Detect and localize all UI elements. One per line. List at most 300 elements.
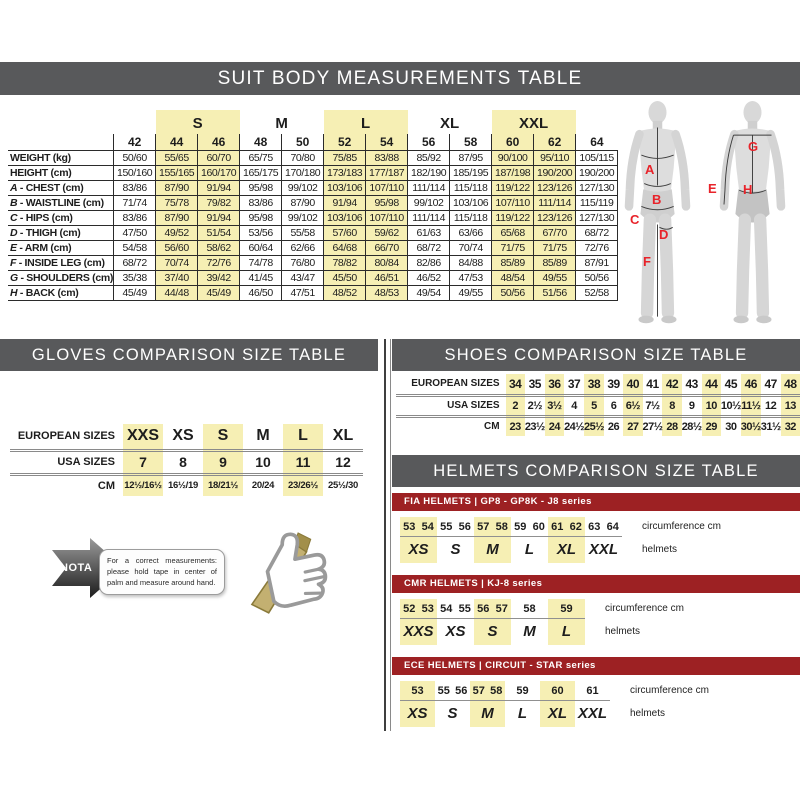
thumbs-up-icon bbox=[233, 512, 338, 617]
suit-column-header: 44 bbox=[156, 134, 198, 150]
shoes-cell: 34 bbox=[506, 374, 525, 395]
suit-value-cell: 70/74 bbox=[450, 240, 492, 255]
helmet-size-letter: XXL bbox=[588, 541, 619, 558]
suit-value-cell: 82/86 bbox=[408, 255, 450, 270]
shoes-cell: 6½ bbox=[623, 395, 642, 416]
suit-row-label: G - SHOULDERS (cm) bbox=[10, 271, 114, 284]
suit-value-cell: 46/51 bbox=[366, 270, 408, 285]
helmet-size-letter: XS bbox=[445, 623, 466, 640]
helmet-size-table bbox=[400, 599, 800, 645]
suit-value-cell: 150/160 bbox=[114, 165, 156, 180]
shoes-row-label: EUROPEAN SIZES bbox=[396, 374, 506, 395]
suit-row-label: D - THIGH (cm) bbox=[8, 225, 114, 240]
suit-value-cell: 165/175 bbox=[240, 165, 282, 180]
suit-value-cell: 70/74 bbox=[156, 255, 198, 270]
shoes-cell: 28 bbox=[662, 416, 681, 436]
helmet-circumference-values bbox=[575, 681, 610, 701]
helmet-size-letter: L bbox=[517, 705, 528, 722]
helmet-size-letter: M bbox=[486, 541, 499, 558]
helmet-size-letter: XL bbox=[556, 541, 577, 558]
shoes-cell: 24 bbox=[545, 416, 564, 436]
suit-value-cell: 49/54 bbox=[408, 285, 450, 300]
suit-size-group: S bbox=[156, 110, 240, 134]
suit-column-header: 54 bbox=[366, 134, 408, 150]
suit-value-cell: 190/200 bbox=[576, 165, 618, 180]
helmet-circumference-values bbox=[470, 681, 505, 701]
shoes-row bbox=[396, 395, 800, 416]
suit-value-cell: 99/102 bbox=[408, 195, 450, 210]
nota-text: For a correct measurements: please hold tape in center of palm and measure around hand. bbox=[99, 549, 225, 595]
measure-label-B: B bbox=[652, 192, 662, 207]
suit-value-cell: 72/76 bbox=[576, 240, 618, 255]
suit-value-cell: 48/53 bbox=[366, 285, 408, 300]
helmet-circumference-value: 56 bbox=[458, 520, 471, 533]
suit-value-cell: 35/38 bbox=[114, 270, 156, 285]
suit-group-header-row bbox=[8, 110, 618, 134]
helmet-size-group bbox=[437, 517, 474, 563]
suit-value-cell: 87/90 bbox=[156, 210, 198, 225]
suit-value-cell: 83/86 bbox=[114, 180, 156, 195]
gloves-cell: XS bbox=[163, 424, 203, 450]
helmet-circumference-value: 58 bbox=[523, 602, 536, 615]
helmet-circumference-value: 57 bbox=[477, 520, 490, 533]
suit-value-cell: 64/68 bbox=[324, 240, 366, 255]
suit-value-cell: 49/55 bbox=[534, 270, 576, 285]
suit-value-cell: 107/110 bbox=[492, 195, 534, 210]
suit-value-cell: 115/118 bbox=[450, 210, 492, 225]
suit-value-cell: 47/53 bbox=[450, 270, 492, 285]
shoes-cell: 27½ bbox=[642, 420, 663, 433]
suit-size-group: M bbox=[275, 115, 288, 132]
suit-value-cell: 83/88 bbox=[366, 150, 408, 165]
suit-row-label: WEIGHT (kg) bbox=[8, 150, 114, 165]
suit-value-cell: 111/114 bbox=[534, 195, 576, 210]
suit-value-cell: 111/114 bbox=[408, 210, 450, 225]
gloves-cell: 16½/19 bbox=[168, 480, 198, 492]
suit-value-cell: 80/84 bbox=[366, 255, 408, 270]
helmets-label: helmets bbox=[642, 544, 678, 555]
suit-value-cell: 115/119 bbox=[576, 195, 618, 210]
suit-value-cell: 59/62 bbox=[366, 225, 408, 240]
helmet-size-group bbox=[575, 681, 610, 727]
gloves-cell: M bbox=[243, 424, 283, 450]
gloves-cell: L bbox=[283, 424, 323, 450]
suit-value-cell: 119/122 bbox=[492, 180, 534, 195]
helmets-section bbox=[392, 493, 800, 739]
helmet-circumference-value: 60 bbox=[532, 520, 545, 533]
suit-value-cell: 54/58 bbox=[114, 240, 156, 255]
suit-value-cell: 46/50 bbox=[240, 285, 282, 300]
suit-column-header: 58 bbox=[450, 134, 492, 150]
suit-value-cell: 107/110 bbox=[366, 180, 408, 195]
suit-value-cell: 39/42 bbox=[198, 270, 240, 285]
suit-column-header: 64 bbox=[576, 134, 618, 150]
gloves-cell: 7 bbox=[123, 450, 163, 474]
helmet-circumference-value: 59 bbox=[516, 684, 529, 697]
suit-value-cell: 91/94 bbox=[324, 195, 366, 210]
helmet-size-group bbox=[400, 517, 437, 563]
suit-row-label: A - CHEST (cm) bbox=[8, 180, 114, 195]
gloves-row bbox=[10, 424, 363, 450]
shoes-cell: 35 bbox=[525, 374, 545, 395]
gloves-cell: XXS bbox=[123, 424, 163, 450]
suit-column-header: 48 bbox=[240, 134, 282, 150]
helmet-size-group bbox=[474, 599, 511, 645]
helmet-circumference-value: 53 bbox=[403, 520, 416, 533]
suit-row-label: F - INSIDE LEG (cm) bbox=[8, 255, 114, 270]
suit-value-cell: 115/118 bbox=[450, 180, 492, 195]
shoes-cell: 48 bbox=[781, 374, 800, 395]
vertical-divider bbox=[384, 339, 386, 731]
suit-table-row bbox=[8, 285, 618, 300]
suit-column-header-row bbox=[8, 134, 618, 150]
helmet-size-group bbox=[505, 681, 540, 727]
helmet-circumference-value: 54 bbox=[421, 520, 434, 533]
helmet-circumference-value: 59 bbox=[514, 520, 527, 533]
suit-value-cell: 87/90 bbox=[282, 195, 324, 210]
shoes-cell: 7½ bbox=[643, 395, 663, 416]
suit-size-group: XXL bbox=[492, 110, 576, 134]
suit-value-cell: 55/65 bbox=[156, 150, 198, 165]
helmet-circumference-value: 61 bbox=[586, 684, 599, 697]
shoes-cell: 29 bbox=[702, 416, 721, 436]
shoes-cell: 31½ bbox=[760, 420, 781, 433]
gloves-cell: 11 bbox=[283, 450, 323, 474]
vertical-divider-inner bbox=[390, 339, 391, 731]
helmet-size-letter: S bbox=[450, 541, 461, 558]
suit-value-cell: 70/80 bbox=[282, 150, 324, 165]
suit-value-cell: 85/89 bbox=[534, 255, 576, 270]
suit-value-cell: 170/180 bbox=[282, 165, 324, 180]
helmet-circumference-values bbox=[548, 517, 585, 537]
shoes-cell: 24½ bbox=[564, 420, 584, 433]
circumference-label: circumference cm bbox=[642, 521, 721, 532]
suit-value-cell: 187/198 bbox=[492, 165, 534, 180]
helmet-size-letter: XXS bbox=[403, 623, 434, 640]
shoes-row-label: USA SIZES bbox=[396, 395, 506, 416]
helmet-circumference-value: 58 bbox=[490, 684, 503, 697]
helmet-series-bar: ECE HELMETS | CIRCUIT - STAR series bbox=[392, 657, 800, 675]
suit-value-cell: 74/78 bbox=[240, 255, 282, 270]
gloves-row-label: CM bbox=[97, 479, 115, 492]
suit-value-cell: 155/165 bbox=[156, 165, 198, 180]
shoes-cell: 47 bbox=[761, 374, 781, 395]
shoes-cell: 43 bbox=[682, 374, 702, 395]
helmet-circumference-values bbox=[474, 599, 511, 619]
suit-value-cell: 50/56 bbox=[492, 285, 534, 300]
suit-value-cell: 62/66 bbox=[282, 240, 324, 255]
suit-value-cell: 49/52 bbox=[156, 225, 198, 240]
suit-value-cell: 123/126 bbox=[534, 180, 576, 195]
shoes-cell: 36 bbox=[545, 374, 564, 395]
helmet-size-table bbox=[400, 681, 800, 727]
suit-value-cell: 52/58 bbox=[576, 285, 618, 300]
suit-value-cell: 45/49 bbox=[198, 285, 240, 300]
shoes-cell: 27 bbox=[623, 416, 642, 436]
suit-value-cell: 87/90 bbox=[156, 180, 198, 195]
suit-value-cell: 91/94 bbox=[198, 210, 240, 225]
suit-table-row bbox=[8, 255, 618, 270]
shoes-cell: 6 bbox=[604, 395, 623, 416]
gloves-cell: 12 bbox=[323, 450, 363, 474]
gloves-row-label: USA SIZES bbox=[10, 450, 123, 474]
suit-value-cell: 84/88 bbox=[450, 255, 492, 270]
suit-value-cell: 119/122 bbox=[492, 210, 534, 225]
measure-label-C: C bbox=[630, 212, 640, 227]
helmet-series-bar: FIA HELMETS | GP8 - GP8K - J8 series bbox=[392, 493, 800, 511]
gloves-row bbox=[10, 474, 363, 496]
suit-value-cell: 47/51 bbox=[282, 285, 324, 300]
shoes-cell: 42 bbox=[662, 374, 681, 395]
suit-label-spacer bbox=[8, 134, 114, 150]
shoes-cell: 3½ bbox=[545, 395, 564, 416]
suit-value-cell: 79/82 bbox=[198, 195, 240, 210]
helmet-circumference-value: 55 bbox=[440, 520, 453, 533]
suit-value-cell: 51/54 bbox=[198, 225, 240, 240]
shoes-cell: 40 bbox=[623, 374, 642, 395]
suit-row-label: C - HIPS (cm) bbox=[8, 210, 114, 225]
helmet-size-group bbox=[511, 599, 548, 645]
helmet-column-labels bbox=[605, 599, 684, 645]
suit-value-cell: 56/60 bbox=[156, 240, 198, 255]
shoes-cell: 41 bbox=[643, 374, 663, 395]
helmet-size-letter: L bbox=[561, 623, 572, 640]
suit-value-cell: 63/66 bbox=[450, 225, 492, 240]
helmet-size-letter: XL bbox=[547, 705, 568, 722]
suit-row-label: HEIGHT (cm) bbox=[8, 165, 114, 180]
helmet-size-letter: M bbox=[481, 705, 494, 722]
suit-value-cell: 91/94 bbox=[198, 180, 240, 195]
helmet-size-groups bbox=[400, 681, 610, 727]
helmet-series-bar: CMR HELMETS | KJ-8 series bbox=[392, 575, 800, 593]
suit-value-cell: 182/190 bbox=[408, 165, 450, 180]
helmet-circumference-value: 64 bbox=[606, 520, 619, 533]
helmet-circumference-values bbox=[437, 517, 474, 537]
suit-value-cell: 76/80 bbox=[282, 255, 324, 270]
suit-value-cell: 50/60 bbox=[114, 150, 156, 165]
suit-value-cell: 66/70 bbox=[366, 240, 408, 255]
suit-value-cell: 65/68 bbox=[492, 225, 534, 240]
measure-label-G: G bbox=[748, 139, 759, 154]
suit-value-cell: 103/106 bbox=[324, 210, 366, 225]
suit-column-header: 52 bbox=[324, 134, 366, 150]
suit-value-cell: 48/54 bbox=[492, 270, 534, 285]
shoes-cell: 44 bbox=[702, 374, 721, 395]
shoes-cell: 23 bbox=[506, 416, 525, 436]
suit-column-header: 42 bbox=[114, 134, 156, 150]
helmet-size-groups bbox=[400, 599, 585, 645]
shoes-cell: 28½ bbox=[681, 420, 702, 433]
gloves-cell: XL bbox=[323, 424, 363, 450]
helmet-circumference-values bbox=[435, 681, 470, 701]
suit-table-row bbox=[8, 165, 618, 180]
suit-value-cell: 53/56 bbox=[240, 225, 282, 240]
suit-column-header: 50 bbox=[282, 134, 324, 150]
helmet-size-groups bbox=[400, 517, 622, 563]
gloves-cell: 8 bbox=[163, 450, 203, 474]
measure-label-E: E bbox=[708, 181, 717, 196]
circumference-label: circumference cm bbox=[605, 603, 684, 614]
suit-value-cell: 127/130 bbox=[576, 180, 618, 195]
helmet-size-letter: XXL bbox=[577, 705, 608, 722]
shoes-cell: 37 bbox=[564, 374, 584, 395]
shoes-cell: 2 bbox=[506, 395, 525, 416]
shoes-cell: 23½ bbox=[524, 420, 545, 433]
helmet-circumference-value: 55 bbox=[437, 684, 450, 697]
suit-value-cell: 67/70 bbox=[534, 225, 576, 240]
suit-value-cell: 43/47 bbox=[282, 270, 324, 285]
suit-value-cell: 107/110 bbox=[366, 210, 408, 225]
helmet-size-letter: L bbox=[524, 541, 535, 558]
suit-value-cell: 71/74 bbox=[114, 195, 156, 210]
suit-size-group: XL bbox=[440, 115, 460, 132]
suit-value-cell: 58/62 bbox=[198, 240, 240, 255]
helmet-circumference-value: 61 bbox=[551, 520, 564, 533]
suit-column-header: 60 bbox=[492, 134, 534, 150]
shoes-cell: 32 bbox=[781, 416, 800, 436]
helmet-size-group bbox=[400, 599, 437, 645]
suit-value-cell: 60/70 bbox=[198, 150, 240, 165]
helmets-label: helmets bbox=[605, 626, 641, 637]
helmet-size-group bbox=[400, 681, 435, 727]
helmet-circumference-value: 57 bbox=[472, 684, 485, 697]
suit-value-cell: 83/86 bbox=[240, 195, 282, 210]
suit-value-cell: 71/75 bbox=[534, 240, 576, 255]
suit-value-cell: 85/92 bbox=[408, 150, 450, 165]
shoes-cell: 5 bbox=[584, 395, 604, 416]
shoes-cell: 45 bbox=[721, 374, 741, 395]
shoes-cell: 2½ bbox=[525, 395, 545, 416]
helmet-size-group bbox=[540, 681, 575, 727]
suit-value-cell: 57/60 bbox=[324, 225, 366, 240]
helmet-circumference-value: 56 bbox=[455, 684, 468, 697]
suit-value-cell: 123/126 bbox=[534, 210, 576, 225]
helmet-circumference-values bbox=[474, 517, 511, 537]
suit-row-label: H - BACK (cm) bbox=[8, 285, 114, 300]
shoes-cell: 13 bbox=[781, 395, 800, 416]
suit-value-cell: 68/72 bbox=[576, 225, 618, 240]
helmet-circumference-value: 54 bbox=[440, 602, 453, 615]
gloves-cell: S bbox=[203, 424, 243, 450]
suit-table-row bbox=[8, 195, 618, 210]
suit-table-row bbox=[8, 240, 618, 255]
suit-value-cell: 47/50 bbox=[114, 225, 156, 240]
measure-label-D: D bbox=[659, 227, 669, 242]
shoes-row-label: CM bbox=[483, 421, 500, 433]
suit-value-cell: 61/63 bbox=[408, 225, 450, 240]
suit-value-cell: 68/72 bbox=[408, 240, 450, 255]
shoes-cell: 10 bbox=[702, 395, 721, 416]
suit-value-cell: 50/56 bbox=[576, 270, 618, 285]
suit-value-cell: 111/114 bbox=[408, 180, 450, 195]
shoes-cell: 38 bbox=[584, 374, 604, 395]
suit-table-row bbox=[8, 225, 618, 240]
suit-value-cell: 87/95 bbox=[450, 150, 492, 165]
gloves-cell: 12½/16½ bbox=[123, 474, 163, 496]
suit-value-cell: 83/86 bbox=[114, 210, 156, 225]
gloves-cell: 18/21½ bbox=[203, 474, 243, 496]
helmet-size-letter: M bbox=[523, 623, 536, 640]
shoes-cell: 25½ bbox=[584, 416, 604, 436]
suit-column-header: 56 bbox=[408, 134, 450, 150]
helmet-size-group bbox=[470, 681, 505, 727]
helmet-size-table bbox=[400, 517, 800, 563]
suit-table-row bbox=[8, 150, 618, 165]
helmet-column-labels bbox=[630, 681, 709, 727]
suit-value-cell: 190/200 bbox=[534, 165, 576, 180]
helmet-circumference-values bbox=[437, 599, 474, 619]
mannequin-back-icon bbox=[705, 95, 800, 333]
shoes-cell: 10½ bbox=[721, 395, 741, 416]
suit-value-cell: 95/98 bbox=[240, 210, 282, 225]
helmet-circumference-value: 63 bbox=[588, 520, 601, 533]
helmet-circumference-values bbox=[505, 681, 540, 701]
suit-value-cell: 37/40 bbox=[156, 270, 198, 285]
suit-value-cell: 68/72 bbox=[114, 255, 156, 270]
shoes-row bbox=[396, 416, 800, 436]
suit-value-cell: 99/102 bbox=[282, 210, 324, 225]
suit-value-cell: 85/89 bbox=[492, 255, 534, 270]
suit-value-cell: 45/49 bbox=[114, 285, 156, 300]
shoes-cell: 11½ bbox=[741, 395, 761, 416]
shoes-cell: 30½ bbox=[741, 416, 761, 436]
suit-value-cell: 51/56 bbox=[534, 285, 576, 300]
suit-row-label: E - ARM (cm) bbox=[8, 240, 114, 255]
gloves-table-title: GLOVES COMPARISON SIZE TABLE bbox=[0, 339, 378, 371]
shoes-row bbox=[396, 374, 800, 395]
helmet-circumference-value: 53 bbox=[421, 602, 434, 615]
shoes-cell: 30 bbox=[725, 420, 737, 433]
mannequin-figures bbox=[610, 95, 800, 335]
suit-value-cell: 55/58 bbox=[282, 225, 324, 240]
suit-value-cell: 49/55 bbox=[450, 285, 492, 300]
suit-value-cell: 75/85 bbox=[324, 150, 366, 165]
shoes-cell: 12 bbox=[761, 395, 781, 416]
helmet-size-letter: S bbox=[447, 705, 458, 722]
suit-value-cell: 127/130 bbox=[576, 210, 618, 225]
suit-value-cell: 103/106 bbox=[324, 180, 366, 195]
suit-value-cell: 99/102 bbox=[282, 180, 324, 195]
helmet-circumference-values bbox=[511, 599, 548, 619]
suit-value-cell: 45/50 bbox=[324, 270, 366, 285]
helmet-circumference-values bbox=[540, 681, 575, 701]
suit-value-cell: 46/52 bbox=[408, 270, 450, 285]
suit-measurements-table bbox=[8, 110, 618, 301]
mannequin-front-icon bbox=[610, 95, 705, 333]
suit-value-cell: 95/98 bbox=[366, 195, 408, 210]
helmet-circumference-value: 53 bbox=[411, 684, 424, 697]
suit-value-cell: 160/170 bbox=[198, 165, 240, 180]
suit-value-cell: 103/106 bbox=[450, 195, 492, 210]
gloves-cell: 9 bbox=[203, 450, 243, 474]
suit-column-header: 62 bbox=[534, 134, 576, 150]
suit-group-spacer bbox=[8, 110, 114, 134]
suit-value-cell: 95/98 bbox=[240, 180, 282, 195]
helmet-circumference-values bbox=[400, 599, 437, 619]
gloves-row-label: EUROPEAN SIZES bbox=[10, 424, 123, 450]
suit-value-cell: 78/82 bbox=[324, 255, 366, 270]
suit-table-title: SUIT BODY MEASUREMENTS TABLE bbox=[0, 62, 800, 95]
helmet-column-labels bbox=[642, 517, 721, 563]
helmet-circumference-value: 57 bbox=[495, 602, 508, 615]
helmet-size-group bbox=[585, 517, 622, 563]
shoes-cell: 4 bbox=[564, 395, 584, 416]
circumference-label: circumference cm bbox=[630, 685, 709, 696]
gloves-cell: 25½/30 bbox=[328, 480, 358, 492]
shoes-cell: 46 bbox=[741, 374, 761, 395]
helmet-circumference-value: 52 bbox=[403, 602, 416, 615]
suit-table-row bbox=[8, 270, 618, 285]
